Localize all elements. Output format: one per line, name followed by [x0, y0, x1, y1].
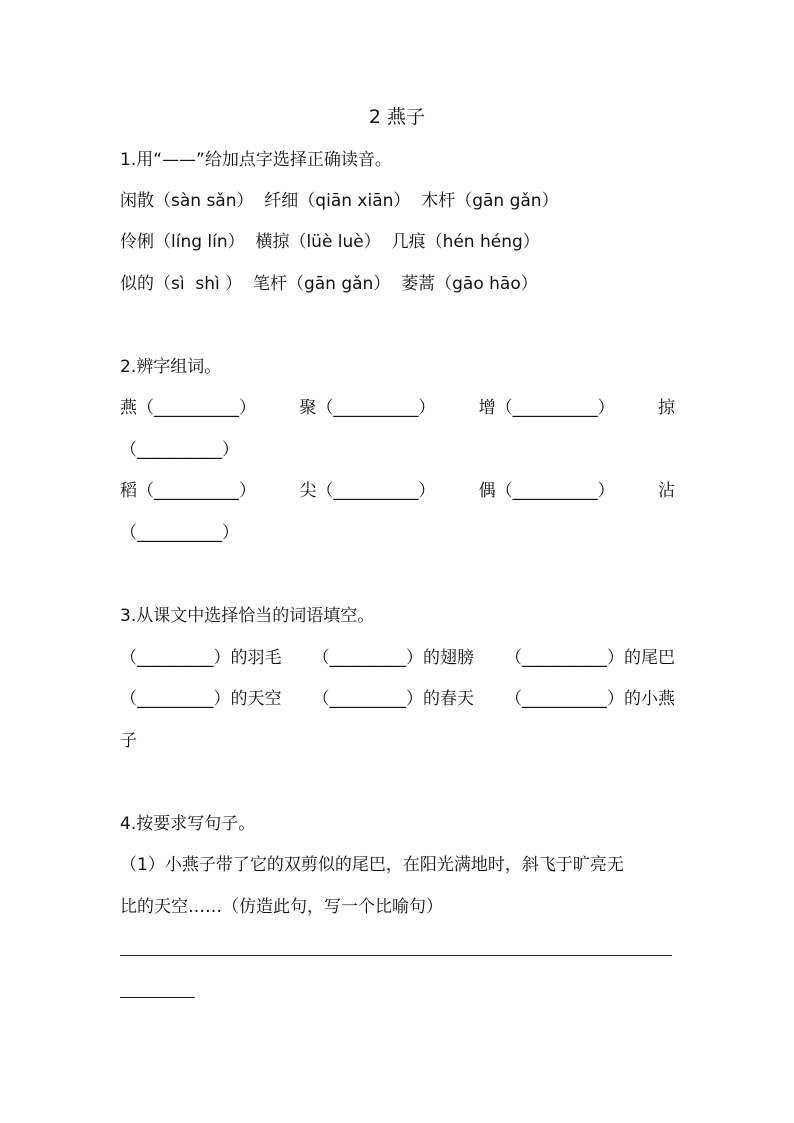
lesson-title: 2 燕子: [368, 106, 426, 128]
q2-item[interactable]: 燕（__________）: [120, 398, 256, 418]
q2-item[interactable]: 聚（__________）: [299, 398, 436, 418]
q2-item[interactable]: 尖（__________）: [299, 481, 436, 501]
q4-heading: 4.按要求写句子。: [120, 814, 256, 834]
q2-row-1: [120, 396, 675, 420]
q1-heading: 1.用“——”给加点字选择正确读音。: [120, 150, 392, 170]
q2-item: 沾: [657, 481, 675, 501]
q1-row-3: 似的（sì shì ） 笔杆（gān gǎn） 萎蒿（gāo hāo）: [120, 274, 538, 294]
q4-answer-line-1[interactable]: [120, 955, 672, 956]
q2-row-2: [120, 479, 675, 503]
q4-sentence-line-2: 比的天空……（仿造此句，写一个比喻句）: [120, 897, 443, 917]
q2-row-2-continuation[interactable]: （__________）: [120, 523, 239, 543]
q2-item[interactable]: 稻（__________）: [120, 481, 256, 501]
q2-heading: 2.辨字组词。: [120, 357, 222, 377]
q3-row-2-continuation: 子: [120, 731, 137, 751]
q3-heading: 3.从课文中选择恰当的词语填空。: [120, 606, 375, 626]
q3-row-2: [120, 687, 675, 711]
q1-row-2: 伶俐（líng lín） 横掠（lüè luè） 几痕（hén héng）: [120, 232, 540, 252]
q3-item[interactable]: （_________）的翅膀: [312, 648, 474, 668]
q3-row-1: [120, 646, 675, 670]
q3-item[interactable]: （_________）的羽毛: [120, 648, 282, 668]
q3-item[interactable]: （_________）的春天: [312, 689, 474, 709]
q4-answer-line-2[interactable]: [120, 997, 195, 998]
q2-item[interactable]: 偶（__________）: [478, 481, 615, 501]
q4-sentence-line-1: （1）小燕子带了它的双剪似的尾巴，在阳光满地时，斜飞于旷亮无: [120, 855, 624, 875]
q1-row-1: 闲散（sàn sǎn） 纤细（qiān xiān） 木杆（gān gǎn）: [120, 191, 559, 211]
q3-item[interactable]: （__________）的尾巴: [505, 648, 675, 668]
q2-item: 掠: [657, 398, 675, 418]
q2-row-1-continuation[interactable]: （__________）: [120, 440, 239, 460]
q2-item[interactable]: 增（__________）: [478, 398, 615, 418]
q3-item[interactable]: （_________）的天空: [120, 689, 282, 709]
q3-item[interactable]: （__________）的小燕: [505, 689, 675, 709]
